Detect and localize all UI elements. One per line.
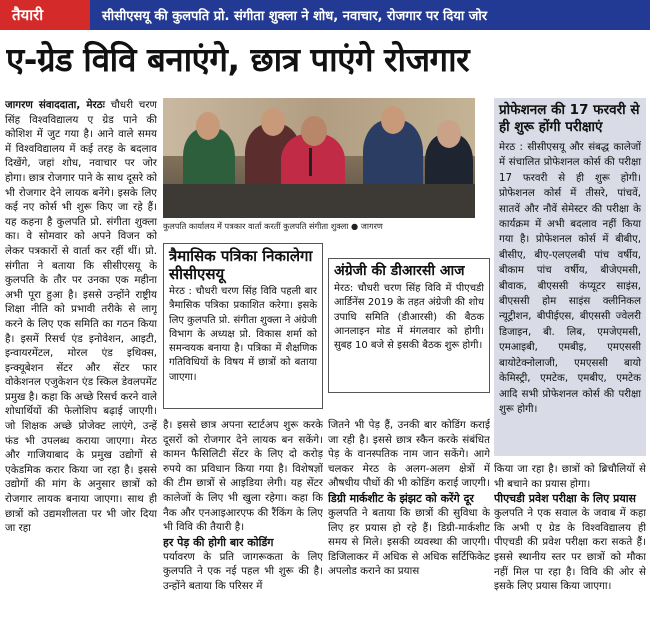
- story-column-1: [5, 98, 157, 626]
- story-text-col3: जितने भी पेड़ हैं, उनकी बार कोडिंग कराई जा रही है। इससे छात्र स्कैन करके संबंधित पेड़ के वानस्पतिक नाम जान सकेंगे। आगे चलकर मेरठ के अलग-अलग क्षेत्रों में औषधीय पौधों की भी कोडिंग कराई जाएगी।: [328, 419, 490, 490]
- drc-brief: [328, 258, 490, 393]
- story-text-col2-tail: पर्यावरण के प्रति जागरूकता के लिए कुलपति ने एक नई पहल भी शुरू की है। उन्होंने बताया कि परिसर में: [163, 550, 323, 592]
- drc-brief-body: मेरठ: चौधरी चरण सिंह विवि में पीएचडी आर्डिनेंस 2019 के तहत अंग्रेजी की शोध उपाधि समिति (डीआरसी) की बैठक आनलाइन मोड में मंगलवार को होगी। सुबह 10 बजे से इसकी बैठक शुरू होगी।: [334, 283, 484, 352]
- story-column-3: [328, 418, 490, 628]
- story-text-col3-tail: कुलपति ने बताया कि छात्रों की सुविधा के लिए हर प्रयास हो रहे हैं। डिग्री-मार्कशीट समय से मिले। इसकी व्यवस्था की जाएगी। डिजिलाकर में अधिक से अधिक सर्टिफिकेट अपलोड कराने का प्रयास: [328, 506, 490, 578]
- story-column-2: [163, 418, 323, 628]
- professional-exam-brief: [494, 98, 646, 456]
- magazine-brief-body: मेरठ : चौधरी चरण सिंह विवि पहली बार त्रैमासिक पत्रिका प्रकाशित करेगा। इसके लिए कुलपति प्रो. संगीता शुक्ला ने अंग्रेजी विभाग के अध्यक्ष प्रो. विकास शर्मा को समन्वयक बनाया है। पत्रिका में शैक्षणिक गतिविधियों के विषय में छात्रों को बताया जाएगा।: [169, 286, 317, 383]
- section-tag: तैयारी: [0, 0, 90, 30]
- story-column-4: [494, 462, 646, 628]
- section-header: [0, 0, 650, 30]
- main-headline: ए-ग्रेड विवि बनाएंगे, छात्र पाएंगे रोजगार: [6, 40, 470, 79]
- professional-exam-body: मेरठ : सीसीएसयू और संबद्ध कालेजों में संचालित प्रोफेशनल कोर्स की परीक्षा 17 फरवरी से ही शुरू होगी। प्रोफेशनल कोर्स में तीसरे, पांचवें, सातवें और नौवें सेमेस्टर की परीक्षा के कार्यक्रम में अभी बदलाव नहीं किया गया है। प्रोफेशनल कोर्स में बीबीए, बीसीए, बीए-एलएलबी पांच वर्षीय, बीकाम पांच वर्षीय, बीजेएमसी, बीवाक, बीएससी कंप्यूटर साइंस, बीएससी होम साइंस क्लीनिकल न्यूट्रीशन, बीपीईएस, बीएससी ज्वेलरी डिजाइन, बी. लिब, एमजेएमसी, एमआइबी, एमबीइ, एमएससी बायोटेक्नोलाजी, एमएससी बायो केमिस्ट्री, एमटेक, एमबीए, एमटेक आदि सभी प्रोफेशनल कोर्स की परीक्षा शुरू होगी।: [499, 142, 641, 415]
- subhead-marksheet: डिग्री मार्कशीट के झंझट को करेंगे दूर: [328, 491, 474, 505]
- magazine-brief: [163, 243, 323, 409]
- press-conference-photo: [163, 98, 475, 218]
- story-text-col2: है। इससे छात्र अपना स्टार्टअप शुरू करके दूसरों को रोजगार देने लायक बन सकेंगे। कामन फैसिलिटी सेंटर के लिए दो करोड़ रुपये का प्रविधान किया गया है। विशेषज्ञों की टीम छात्रों से आइडिया लेगी। यह सेंटर कालेजों के लिए भी खुला रहेगा। कहा कि नैक और एनआइआरएफ की रैंकिंग के लिए भी विवि की तैयारी है।: [163, 419, 323, 534]
- story-text-col4: किया जा रहा है। छात्रों को ब्रिचौलियों से भी बचाने का प्रयास होगा।: [494, 463, 646, 490]
- photo-caption: कुलपति कार्यालय में पत्रकार वार्ता करतीं कुलपति संगीता शुक्ला ● जागरण: [163, 221, 383, 231]
- professional-exam-title: प्रोफेशनल की 17 फरवरी से ही शुरू होंगी परीक्षाएं: [499, 102, 640, 135]
- story-text-col1: चौधरी चरण सिंह विश्वविद्यालय ए ग्रेड पाने की कोशिश में जुट गया है। आने वाले समय में विश्वविद्यालय में कई तरह के बदलाव दिखेंगे, जहां शोध, नवाचार पर जोर होगा। छात्र रोजगार पाने के साथ दूसरे को भी रोजगार देने लायक बनेंगे। इसके लिए कई नए कोर्स भी शुरू किए जा रहे हैं। यह कहना है कुलपति प्रो. संगीता शुक्ला का। वे सोमवार को अपने विजन को लेकर पत्रकारों से वार्ता कर रहीं थीं। प्रो. संगीता ने बताया कि सीसीएसयू के कुलपति के तौर पर उनका एक महीना अभी पूरा हुआ है। इससे उन्होंने राष्ट्रीय शिक्षा नीति को प्रभावी तरीके से लागू करने के लिए एक समिति का गठन किया है। इसमें रिसर्च एंड इनोवेशन, आइटी, इन्वायरमेंटल, मोरल एंड इथिक्स, इन्क्यूबेशन सेंटर और सेंटर फार वोकेशनल एजुकेशन एंड स्किल डेवलपमेंट प्रमुख है। कहा कि अच्छे रिसर्च करने वाले शोधार्थियों की फेलोशिप बढ़ाई जाएगी। जो शिक्षक अच्छे प्रोजेक्ट लाएंगे, उन्हें फंड भी उपलब्ध कराया जाएगा। मेरठ और गाजियाबाद के प्रमुख उद्योगों से एकेडमिक करार किया जा रहा है। इससे उद्योगों की मांग के अनुसार छात्रों को रोजगार लायक बनाया जाएगा। साथ ही छात्रों को उद्यमशीलता पर भी जोर दिया जा रहा: [5, 99, 157, 535]
- section-tagline: सीसीएसयू की कुलपति प्रो. संगीता शुक्ला ने शोध, नवाचार, रोजगार पर दिया जोर: [90, 0, 650, 30]
- magazine-brief-title: त्रैमासिक पत्रिका निकालेगा सीसीएसयू: [169, 247, 313, 283]
- subhead-phd-entrance: पीएचडी प्रवेश परीक्षा के लिए प्रयास: [494, 492, 636, 506]
- story-text-col4-tail: कुलपति ने एक सवाल के जवाब में कहा कि अभी ए ग्रेड के विश्वविद्यालय ही पीएचडी की प्रवेश परीक्षा करा सकते हैं। इससे स्थानीय स्तर पर छात्रों को मौका नहीं मिल पा रहा है। विवि की ओर से इसके लिए प्रयास किया जाएगा।: [494, 507, 646, 593]
- story-dateline: जागरण संवाददाता, मेरठः: [5, 99, 105, 111]
- drc-brief-title: अंग्रेजी की डीआरसी आज: [334, 263, 465, 279]
- subhead-barcoding: हर पेड़ की होगी बार कोडिंग: [163, 535, 274, 549]
